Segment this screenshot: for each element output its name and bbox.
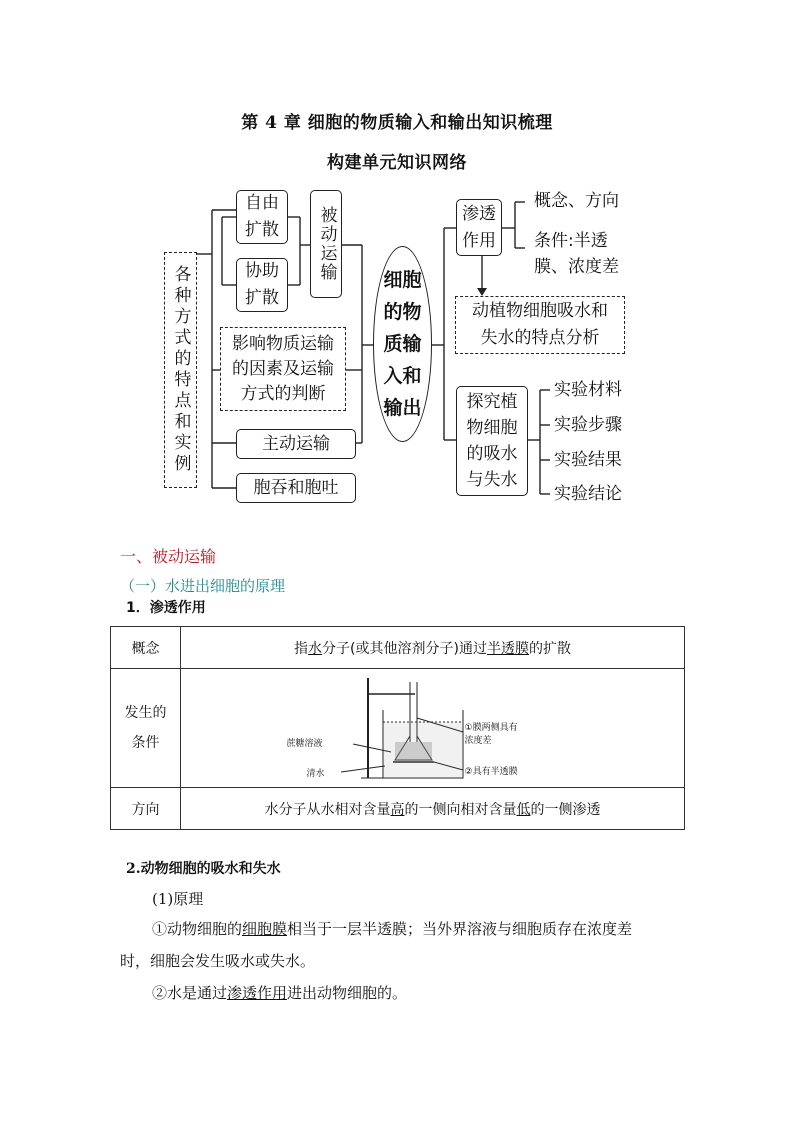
fangxiang-u2: 低 xyxy=(516,801,531,818)
leaf-tiaojian xyxy=(534,228,619,280)
condition1-line1: ①膜两侧具有 xyxy=(464,723,518,733)
dongzhiwu-line2: 失水的特点分析 xyxy=(480,328,600,348)
shentou-line2: 作用 xyxy=(462,230,496,251)
left-label-text: 各种方式的特点和实例 xyxy=(170,265,191,475)
ziyou-line1: 自由 xyxy=(245,193,279,213)
section2-heading: 2.动物细胞的吸水和失水 xyxy=(126,861,281,877)
box-tanjiu xyxy=(456,386,528,496)
section1-subheading: （一）水进出细胞的原理 xyxy=(120,577,286,595)
tanjiu-line3: 的吸水 xyxy=(466,444,518,464)
table-label-tiaojian xyxy=(111,669,181,788)
box-dongzhiwu xyxy=(455,296,625,354)
tanjiu-line4: 与失水 xyxy=(466,470,518,490)
yingxiang-line1: 影响物质运输 xyxy=(232,333,334,354)
table-cell-fangxiang xyxy=(181,788,685,830)
leaf-shiyan-jieguo: 实验结果 xyxy=(554,450,622,470)
p1-pre: ①动物细胞的 xyxy=(152,920,243,938)
leaf-shiyan-buzhou: 实验步骤 xyxy=(554,415,622,435)
fangxiang-post: 的一侧渗透 xyxy=(530,801,601,818)
fangxiang-pre: 水分子从水相对含量 xyxy=(264,801,391,818)
section2-para1-line1 xyxy=(152,918,632,939)
gainian-u1: 水 xyxy=(308,640,323,657)
center-line1: 细胞 xyxy=(383,269,422,291)
section2-para2 xyxy=(152,982,407,1003)
tiaojian-line2: 膜、浓度差 xyxy=(534,257,619,277)
box-ziyou-kuosan xyxy=(236,190,288,244)
table-label-gainian: 概念 xyxy=(111,627,181,669)
leaf-shiyan-jielun: 实验结论 xyxy=(554,484,622,504)
p2-pre: ②水是通过 xyxy=(152,984,228,1002)
box-yingxiang xyxy=(220,327,346,411)
leaf-gainian: 概念、方向 xyxy=(534,191,619,211)
xiezhu-line2: 扩散 xyxy=(245,288,279,308)
table-row xyxy=(111,627,685,669)
section1-heading: 一、被动运输 xyxy=(120,547,217,566)
paotun-text: 胞吞和胞吐 xyxy=(253,477,339,498)
box-beidong-yunshu xyxy=(310,190,342,298)
tiaojian-label-line2: 条件 xyxy=(131,735,160,751)
p2-underline: 渗透作用 xyxy=(227,984,288,1002)
page-title: 第 4 章 细胞的物质输入和输出知识梳理 xyxy=(241,113,553,133)
table-row xyxy=(111,788,685,830)
table-label-fangxiang: 方向 xyxy=(111,788,181,830)
ziyou-line2: 扩散 xyxy=(245,220,279,240)
table-cell-gainian xyxy=(181,627,685,669)
section1-item1: 1．渗透作用 xyxy=(126,600,206,616)
center-line5: 输出 xyxy=(383,397,422,419)
box-paotun-paotu xyxy=(236,473,356,503)
fangxiang-mid: 的一侧向相对含量 xyxy=(404,801,517,818)
page-subtitle: 构建单元知识网络 xyxy=(327,153,467,173)
osmosis-figure xyxy=(286,672,553,784)
tanjiu-line1: 探究植 xyxy=(466,392,518,412)
dongzhiwu-line1: 动植物细胞吸水和 xyxy=(472,301,608,321)
gainian-u2: 半透膜 xyxy=(486,640,529,657)
center-line4: 入和 xyxy=(383,365,422,387)
gainian-post: 的扩散 xyxy=(528,640,571,657)
section2-yuanli: (1)原理 xyxy=(152,890,204,908)
center-line3: 质输 xyxy=(383,333,422,355)
leaf-shiyan-cailiao: 实验材料 xyxy=(554,380,622,400)
gainian-mid: 分子(或其他溶剂分子)通过 xyxy=(322,640,487,657)
box-zhudong-yunshu xyxy=(236,429,356,459)
box-shentou-zuoyong xyxy=(456,199,502,256)
tiaojian-label-line1: 发生的 xyxy=(124,705,167,721)
fig-label-sucrose: 蔗糖溶液 xyxy=(286,739,323,749)
section2-para1-line2: 时，细胞会发生吸水或失水。 xyxy=(120,952,316,970)
center-line2: 的物 xyxy=(383,301,422,323)
osmosis-table xyxy=(110,626,685,830)
table-cell-figure xyxy=(181,669,685,788)
shentou-line1: 渗透 xyxy=(462,203,496,224)
gainian-pre: 指 xyxy=(294,640,309,657)
xiezhu-line1: 协助 xyxy=(245,261,279,281)
fig-label-condition2: ②具有半透膜 xyxy=(464,767,518,777)
box-xiezhu-kuosan xyxy=(236,258,288,312)
fig-label-condition1 xyxy=(465,720,518,746)
fangxiang-u1: 高 xyxy=(390,801,405,818)
p2-post: 进出动物细胞的。 xyxy=(287,984,408,1002)
tiaojian-line1: 条件:半透 xyxy=(534,231,608,251)
tanjiu-line2: 物细胞 xyxy=(466,418,518,438)
zhudong-text: 主动运输 xyxy=(262,433,330,454)
table-row xyxy=(111,669,685,788)
condition1-line2: 浓度差 xyxy=(464,736,492,746)
fig-label-water: 清水 xyxy=(306,769,325,779)
center-oval xyxy=(373,246,432,442)
p1-line1-post: 相当于一层半透膜；当外界溶液与细胞质存在浓度差 xyxy=(287,920,633,938)
beidong-text: 被动运输 xyxy=(316,206,337,282)
yingxiang-line2: 的因素及运输 xyxy=(232,358,334,379)
yingxiang-line3: 方式的判断 xyxy=(240,383,326,404)
p1-underline: 细胞膜 xyxy=(242,920,288,938)
left-label-box xyxy=(164,252,197,488)
